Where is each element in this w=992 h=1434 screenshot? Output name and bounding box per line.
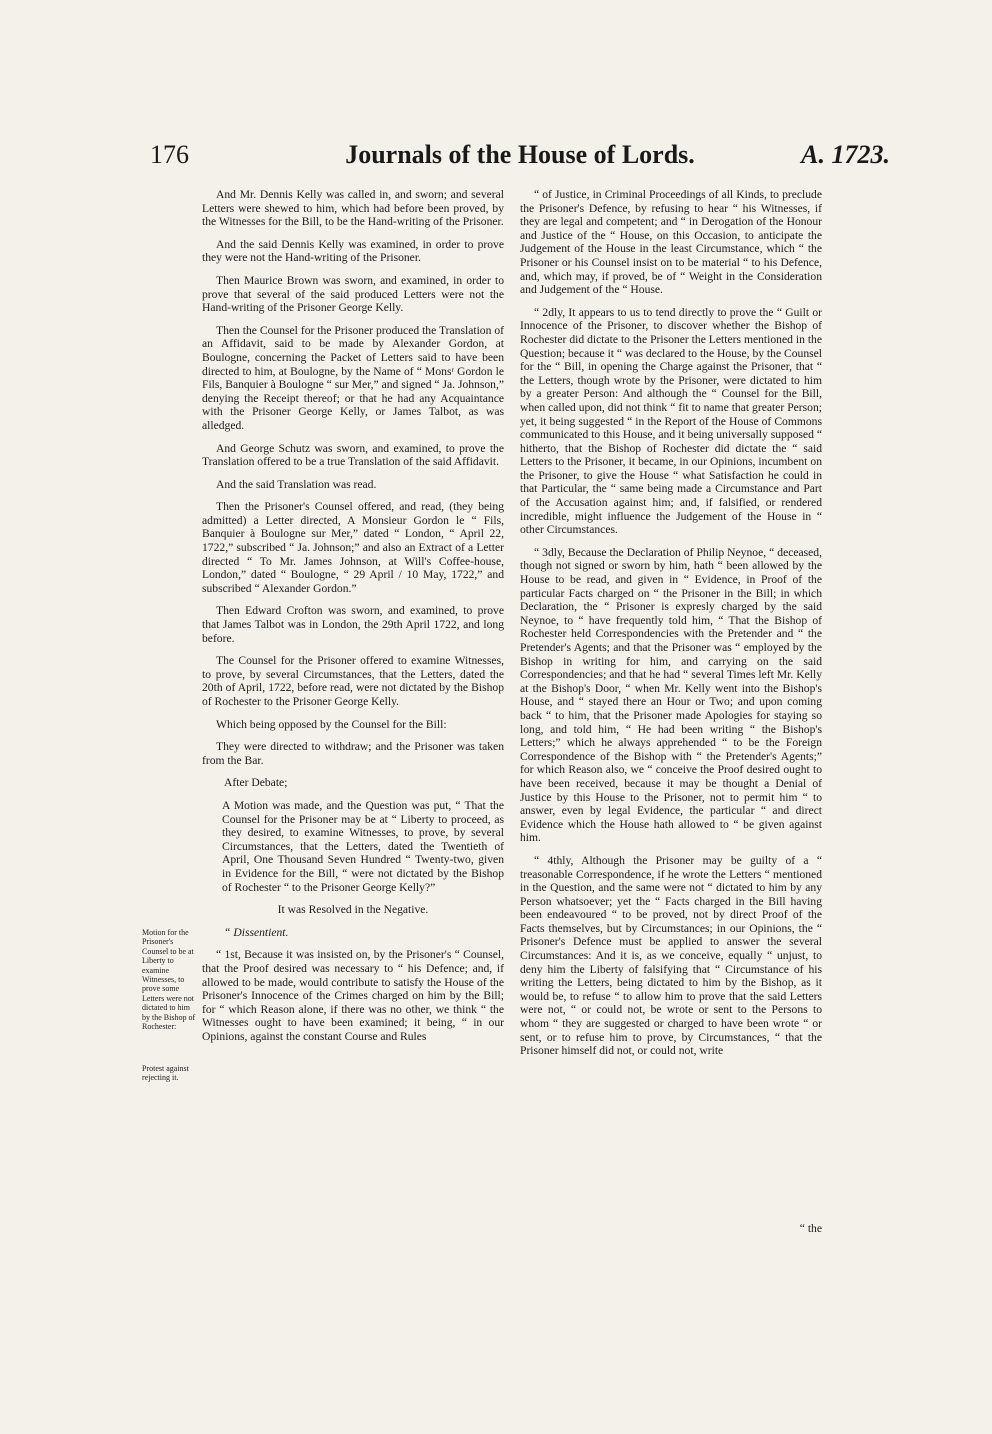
- margin-note-protest: Protest against rejecting it.: [142, 1064, 189, 1083]
- after-debate: After Debate;: [224, 776, 288, 790]
- paragraph: And Mr. Dennis Kelly was called in, and sworn; and several Letters were shewed to him, which had before been proved, by the Witnesses for the Bill, to be the Hand-writing of the Prisoner.: [202, 188, 504, 229]
- left-column: [202, 188, 504, 1052]
- motion-text: A Motion was made, and the Question was put, “ That the Counsel for the Prisoner may be at “ Liberty to proceed, as they desired, to examine Witnesses, to prove, by several Circumstances, that the Letters, dated the Twentieth of April, One Thousand Seven Hundred “ Twenty-two, given in Evidence for the Bill, “ were not dictated by the Bishop of Rochester “ to the Prisoner George Kelly?”: [222, 798, 504, 894]
- paragraph: “ 2dly, It appears to us to tend directly to prove the “ Guilt or Innocence of the Prisoner, to discover whether the Bishop of Rochester did dictate to the Prisoner the Letters mentioned in the Question; because it “ was declared to the House, by the Counsel for the “ Bill, in opening the Charge against the Prisoner, that “ the Letters, though wrote by the Prisoner, were dictated to him by a greater Person: And although the “ Counsel for the Bill, when called upon, did not think “ fit to name that greater Person; yet, it being suggested “ in the Report of the House of Commons communicated to this House, and it being universally supposed “ hitherto, that the Bishop of Rochester did dictate the “ said Letters to the Prisoner, it became, in our Opinions, incumbent on the Prisoner, to give the House “ what Satisfaction he could in that Particular, the “ same being made a Circumstance and Part of the Accusation against him; and, if falsified, or rendered incredible, might influence the Judgement of the House in “ other Circumstances.: [520, 305, 822, 537]
- paragraph: And the said Dennis Kelly was examined, in order to prove they were not the Hand-writing of the Prisoner.: [202, 237, 504, 265]
- paragraph: And George Schutz was sworn, and examined, to prove the Translation offered to be a true Translation of the said Affidavit.: [202, 441, 504, 469]
- paragraph: Which being opposed by the Counsel for the Bill:: [216, 717, 447, 731]
- paragraph: Then the Prisoner's Counsel offered, and read, (they being admitted) a Letter directed, A Monsieur Gordon le “ Fils, Banquier à Boulogne sur Mer,” dated “ London, “ April 22, 1722,” subscribed “ Ja. Johnson;” and also an Extract of a Letter directed “ To Mr. James Johnson, at Will's Coffee-house, London,” dated “ Boulogne, “ 29 April / 10 May, 1722,” and subscribed “ Alexander Gordon.”: [202, 500, 504, 595]
- paragraph: The Counsel for the Prisoner offered to examine Witnesses, to prove, by several Circumstances, that the Letters, dated the 20th of April, 1722, before read, were not dictated by the Bishop of Rochester to the Prisoner George Kelly.: [202, 654, 504, 708]
- paragraph: Then Edward Crofton was sworn, and examined, to prove that James Talbot was in London, the 29th April 1722, and long before.: [202, 604, 504, 645]
- resolved-text: It was Resolved in the Negative.: [277, 903, 429, 917]
- paragraph: Then the Counsel for the Prisoner produced the Translation of an Affidavit, said to be made by Alexander Gordon, at Boulogne, concerning the Packet of Letters said to have been directed to him, at Boulogne, by the Name of “ Monsʳ Gordon le Fils, Banquier à Boulogne “ sur Mer,” and signed “ Ja. Johnson,” denying the Receipt thereof; or that he had any Acquaintance with the Prisoner George Kelly, or James Talbot, as was alledged.: [202, 323, 504, 432]
- paragraph: “ 3dly, Because the Declaration of Philip Neynoe, “ deceased, though not signed or sworn by him, hath “ been allowed by the House to be read, and given in “ Evidence, in Proof of the particular Facts charged on “ the Prisoner in the Bill; in which Declaration, the “ Prisoner is expresly charged by the said Neynoe, to “ have frequently told him, “ That the Bishop of Rochester held Correspondencies with the Pretender and “ the Pretender's Agents; and that the Prisoner was “ employed by the Bishop in writing for him, and carrying on the said Correspondencies; and that he had “ several Times left Mr. Kelly at the Bishop's Door, “ when Mr. Kelly went into the Bishop's House, and “ stayed there an Hour or Two; and upon coming back “ to him, that the Prisoner made Apologies for staying so long, and told him, “ He had been writing “ the Bishop's Letters;” which he always apprehended “ to be the Foreign Correspondence of the Bishop with “ the Pretender's Agents;” for which Reason also, we “ conceive the Proof desired ought to have been received, because it may be thought a Denial of Justice by this House to the Prisoner, not to permit him “ to answer, even by legal Evidence, the particular “ and direct Evidence which the House hath allowed to “ be given against him.: [520, 545, 822, 845]
- margin-note-motion: Motion for the Prisoner's Counsel to be at Liberty to examine Witnesses, to prove some Letters were not dictated to him by the Bishop of Rochester:: [142, 928, 196, 1032]
- year-heading: A. 1723.: [801, 140, 890, 169]
- journal-title: Journals of the House of Lords.: [345, 140, 695, 169]
- right-column: [520, 188, 822, 1067]
- first-reason: “ 1st, Because it was insisted on, by the Prisoner's “ Counsel, that the Proof desired was necessary to “ his Defence; and, if allowed to be made, would contribute to satisfy the House of the Prisoner's Innocence of the Crimes charged on him by the Bill; for “ which Reason alone, if there was no other, we think “ the Witnesses ought to have been examined; it being, “ in our Opinions, against the constant Course and Rules: [202, 948, 504, 1043]
- page-number: 176: [150, 140, 189, 169]
- paragraph: Then Maurice Brown was sworn, and examined, in order to prove that several of the said produced Letters were not the Hand-writing of the Prisoner George Kelly.: [202, 273, 504, 315]
- paragraph: They were directed to withdraw; and the Prisoner was taken from the Bar.: [202, 740, 504, 767]
- running-head: [150, 140, 890, 180]
- dissentient-heading: “ Dissentient.: [224, 925, 289, 939]
- paragraph: “ 4thly, Although the Prisoner may be guilty of a “ treasonable Correspondence, if he wrote the Letters “ mentioned in the Question, and the same were not “ dictated to him by any Person whatsoever; yet the “ Facts charged in the Bill having been endeavoured “ to be proved, not by direct Proof of the Facts themselves, but by Circumstances; in our Opinions, the “ Prisoner's Defence must be applied to answer the several Circumstances: And it is, as we conceive, equally “ unjust, to deny him the Liberty of falsifying that “ Circumstance of his writing the Letters, being dictated to him by the Bishop, as it would be, to refuse “ to allow him to prove that the said Letters were not, “ or could not, be wrote or sent to the Persons to whom “ they are suggested or charged to have been wrote “ or sent, or to refuse him to prove, by Circumstances, “ that the Prisoner himself did not, or could not, write: [520, 853, 822, 1058]
- catchword: “ the: [799, 1222, 822, 1235]
- paragraph: And the said Translation was read.: [216, 477, 377, 491]
- paragraph: “ of Justice, in Criminal Proceedings of all Kinds, to preclude the Prisoner's Defence, by refusing to hear “ his Witnesses, if they are legal and competent; and “ in Derogation of the Honour and Justice of the “ House, on this Occasion, to anticipate the Judgement of the House in the least Circumstance, which “ the Prisoner or his Counsel insist on to be material “ to his Defence, and, which may, if proved, be of “ Weight in the Consideration and Judgement of the “ House.: [520, 188, 822, 297]
